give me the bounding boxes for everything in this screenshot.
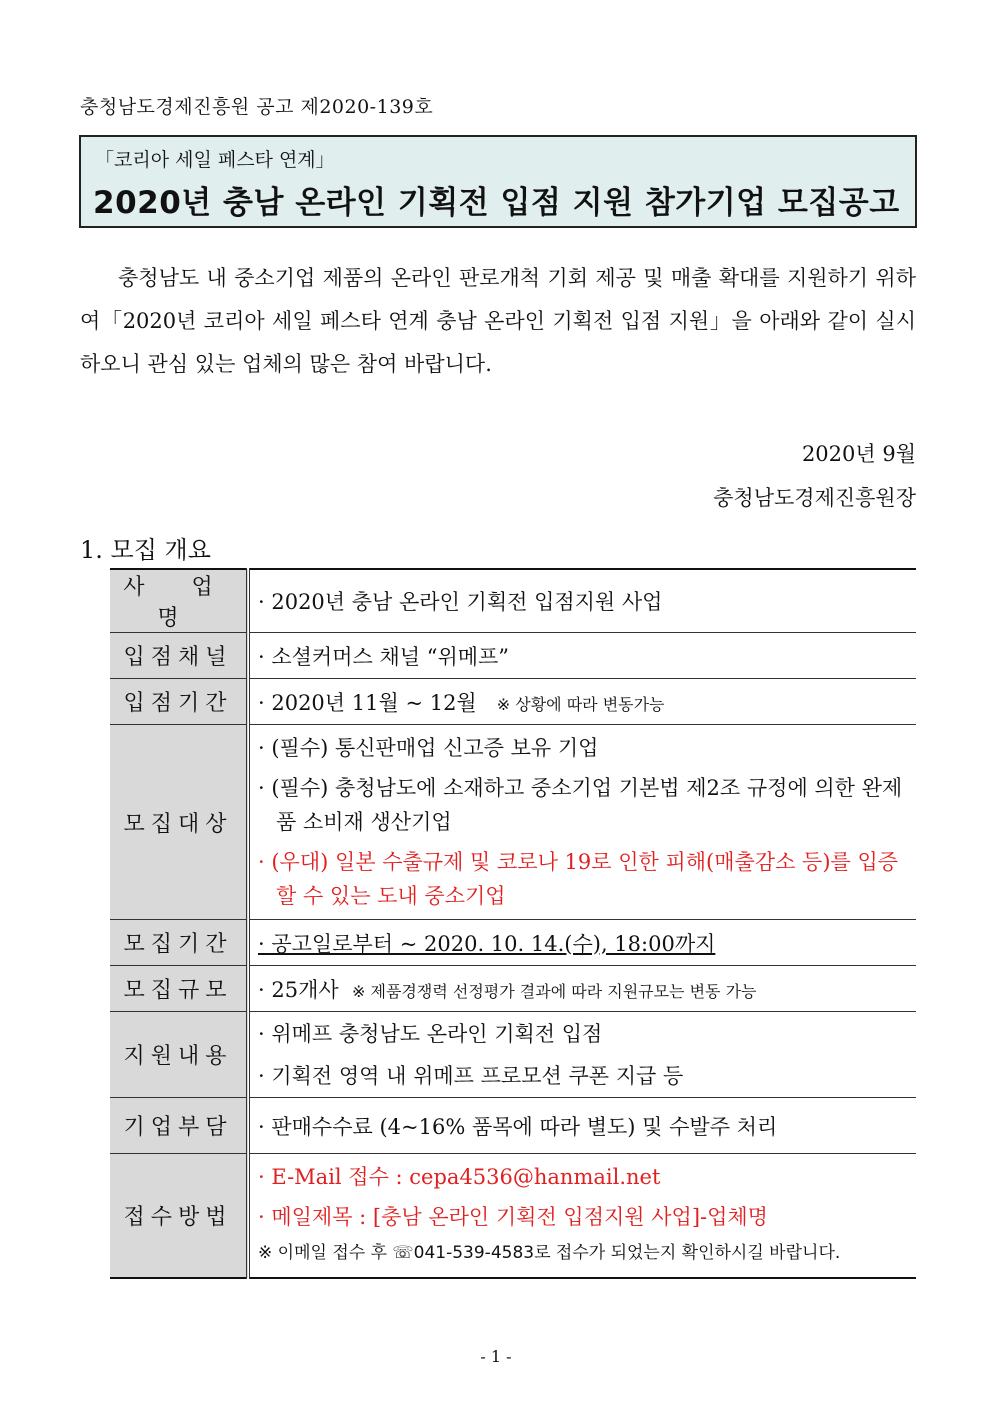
table-row	[110, 1098, 916, 1154]
value-scale: · 25개사	[258, 977, 339, 1002]
value-recruit-period: · 공고일로부터 ~ 2020. 10. 14.(수), 18:00까지	[258, 931, 716, 956]
value-business-name: · 2020년 충남 온라인 기획전 입점지원 사업	[248, 569, 916, 633]
title-box	[79, 135, 917, 228]
table-row	[110, 569, 916, 633]
target-item-2: · (필수) 충청남도에 소재하고 중소기업 기본법 제2조 규정에 의한 완제품 소비재 생산기업	[258, 776, 903, 834]
label-business-name: 사 업 명	[110, 569, 248, 633]
intro-paragraph: 충청남도 내 중소기업 제품의 온라인 판로개척 기회 제공 및 매출 확대를 지원하기 위하여「2020년 코리아 세일 페스타 연계 충남 온라인 기획전 입점 지원」을 아래와 같이 실시하오니 관심 있는 업체의 많은 참여 바랍니다.	[80, 266, 916, 376]
scale-note: ※ 제품경쟁력 선정평가 결과에 따라 지원규모는 변동 가능	[352, 981, 757, 1001]
label-apply: 접수방법	[110, 1154, 248, 1278]
issuing-organization: 충청남도경제진흥원장	[713, 486, 916, 510]
recruitment-overview-table	[110, 568, 916, 1279]
title-subtitle: 「코리아 세일 페스타 연계」	[95, 149, 335, 171]
label-channel: 입점채널	[110, 633, 248, 679]
value-recruit-period-cell	[248, 920, 916, 966]
label-scale: 모집규모	[110, 966, 248, 1012]
value-scale-cell	[248, 966, 916, 1012]
apply-note: ※ 이메일 접수 후 ☏041-539-4583로 접수가 되었는지 확인하시길 바랍니다.	[258, 1243, 841, 1264]
table-row	[110, 920, 916, 966]
apply-subject: · 메일제목 : [충남 온라인 기획전 입점지원 사업]-업체명	[258, 1205, 768, 1230]
value-target-cell	[248, 725, 916, 920]
table-row	[110, 1154, 916, 1278]
issue-date: 2020년 9월	[801, 442, 916, 466]
value-burden: · 판매수수료 (4~16% 품목에 따라 별도) 및 수발주 처리	[248, 1098, 916, 1154]
table-row	[110, 633, 916, 679]
table-row	[110, 725, 916, 920]
support-item-2: · 기획전 영역 내 위메프 프로모션 쿠폰 지급 등	[258, 1063, 684, 1088]
label-recruit-period: 모집기간	[110, 920, 248, 966]
page-number: - 1 -	[480, 1347, 512, 1366]
label-target: 모집대상	[110, 725, 248, 920]
period-note: ※ 상황에 따라 변동가능	[496, 694, 665, 714]
label-period: 입점기간	[110, 679, 248, 725]
table-row	[110, 679, 916, 725]
target-item-3: · (우대) 일본 수출규제 및 코로나 19로 인한 피해(매출감소 등)를 입증할 수 있는 도내 중소기업	[258, 850, 899, 908]
value-period-cell	[248, 679, 916, 725]
value-support-cell	[248, 1012, 916, 1098]
apply-email: · E-Mail 접수 : cepa4536@hanmail.net	[258, 1165, 661, 1190]
value-period: · 2020년 11월 ~ 12월	[258, 690, 477, 715]
table-row	[110, 1012, 916, 1098]
table-row	[110, 966, 916, 1012]
section-title: 1. 모집 개요	[80, 536, 211, 564]
value-channel: · 소셜커머스 채널 “위메프”	[248, 633, 916, 679]
label-burden: 기업부담	[110, 1098, 248, 1154]
support-item-1: · 위메프 충청남도 온라인 기획전 입점	[258, 1021, 603, 1046]
title-main: 2020년 충남 온라인 기획전 입점 지원 참가기업 모집공고	[93, 185, 900, 221]
target-item-1: · (필수) 통신판매업 신고증 보유 기업	[258, 736, 599, 760]
notice-number: 충청남도경제진흥원 공고 제2020-139호	[80, 96, 434, 118]
value-apply-cell	[248, 1154, 916, 1278]
label-support: 지원내용	[110, 1012, 248, 1098]
